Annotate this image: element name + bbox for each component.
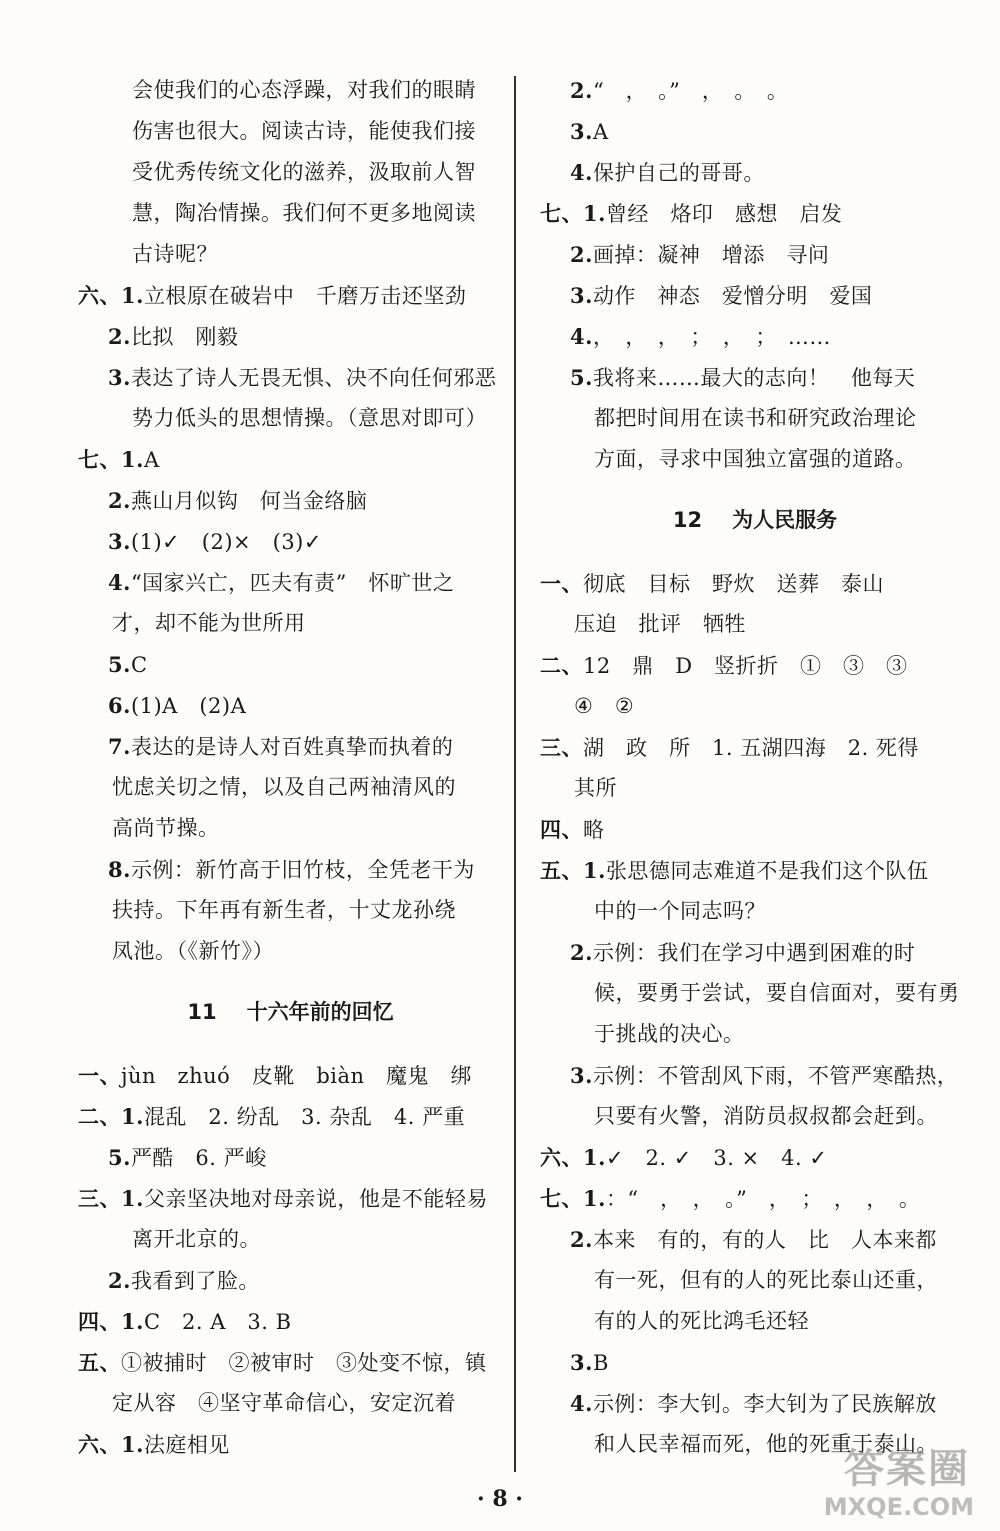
question-label: 三、1. <box>78 1186 144 1211</box>
question-label: 6. <box>108 693 131 718</box>
answer-line <box>540 1219 970 1260</box>
question-label: 一、 <box>540 571 583 596</box>
answer-line <box>540 1178 970 1219</box>
answer-line <box>540 727 970 768</box>
answer-text: jùn zhuó 皮靴 biàn 魔鬼 绑 <box>121 1064 473 1088</box>
answer-text: C 2. A 3. B <box>143 1310 292 1334</box>
answer-line <box>540 1096 970 1137</box>
answer-line <box>78 111 503 152</box>
answer-text: 画掉：凝神 增添 寻问 <box>592 243 830 267</box>
answer-line <box>78 234 503 275</box>
answer-text: B <box>592 1351 609 1375</box>
answer-line <box>78 644 503 685</box>
answer-line <box>540 809 970 850</box>
question-label: 4. <box>570 160 593 185</box>
answer-line <box>540 111 970 152</box>
left-answer-lines-lesson-11 <box>78 1055 503 1465</box>
answer-text: 湖 政 所 1. 五湖四海 2. 死得 <box>583 736 919 760</box>
answer-line <box>78 521 503 562</box>
question-label: 二、 <box>540 653 583 678</box>
answer-text: 中的一个同志吗？ <box>594 899 766 923</box>
answer-line <box>540 850 970 891</box>
question-label: 二、1. <box>78 1104 144 1129</box>
question-label: 六、1. <box>78 1432 144 1457</box>
answer-text: 会使我们的心态浮躁，对我们的眼睛 <box>132 78 476 102</box>
question-label: 4. <box>570 1391 593 1416</box>
answer-text: A <box>143 448 160 472</box>
answer-line <box>540 1260 970 1301</box>
answer-line <box>540 439 970 480</box>
answer-text: 都把时间用在读书和研究政治理论 <box>594 406 917 430</box>
lesson-number: 11 <box>187 1000 217 1024</box>
left-answer-lines <box>78 70 503 972</box>
answer-text: A <box>592 120 609 144</box>
answer-line <box>78 603 503 644</box>
question-label: 2. <box>108 324 131 349</box>
question-label: 7. <box>108 734 131 759</box>
answer-line <box>540 1383 970 1424</box>
lesson-title: 十六年前的回忆 <box>246 1000 394 1024</box>
question-label: 3. <box>108 529 131 554</box>
answer-text: 受优秀传统文化的滋养，汲取前人智 <box>132 160 476 184</box>
answer-line <box>78 767 503 808</box>
answer-text: 比拟 刚毅 <box>130 325 239 349</box>
answer-text: (1)✓ (2)× (3)✓ <box>130 530 322 554</box>
question-label: 5. <box>570 365 593 390</box>
question-label: 8. <box>108 857 131 882</box>
answer-text: 表达了诗人无畏无惧、决不向任何邪恶 <box>130 366 497 390</box>
answer-line <box>78 1301 503 1342</box>
answer-line <box>78 1137 503 1178</box>
answer-line <box>78 70 503 111</box>
page-number: · 8 · <box>477 1486 523 1512</box>
question-label: 一、 <box>78 1063 121 1088</box>
right-column <box>540 70 970 1465</box>
answer-text: 示例：李大钊。李大钊为了民族解放 <box>592 1392 937 1416</box>
answer-line <box>78 1260 503 1301</box>
question-label: 3. <box>570 119 593 144</box>
answer-line <box>540 932 970 973</box>
answer-line <box>78 808 503 849</box>
question-label: 四、 <box>540 817 583 842</box>
question-label: 七、1. <box>540 201 606 226</box>
answer-line <box>78 152 503 193</box>
answer-text: 凤池。（《新竹》） <box>112 939 274 963</box>
question-label: 2. <box>570 78 593 103</box>
answer-text: 立根原在破岩中 千磨万击还坚劲 <box>143 284 467 308</box>
question-label: 3. <box>570 1350 593 1375</box>
answer-text: 伤害也很大。阅读古诗，能使我们接 <box>132 119 476 143</box>
answer-text: 有的人的死比鸿毛还轻 <box>594 1309 809 1333</box>
answer-line <box>540 1055 970 1096</box>
answer-text: 严酷 6. 严峻 <box>130 1146 267 1170</box>
question-label: 七、1. <box>540 1186 606 1211</box>
answer-text: 离开北京的。 <box>132 1227 261 1251</box>
question-label: 4. <box>108 570 131 595</box>
answer-text: 略 <box>583 818 605 842</box>
answer-text: “国家兴亡，匹夫有责” 怀旷世之 <box>130 571 455 595</box>
answer-line <box>540 563 970 604</box>
answer-text: 于挑战的决心。 <box>594 1022 745 1046</box>
question-label: 3. <box>570 283 593 308</box>
answer-text: ， ， ， ； ， ； …… <box>592 325 831 349</box>
answer-text: 曾经 烙印 感想 启发 <box>605 202 843 226</box>
answer-text: 我将来……最大的志向！ 他每天 <box>592 366 916 390</box>
question-label: 2. <box>570 242 593 267</box>
answer-line <box>540 275 970 316</box>
answer-line <box>78 1424 503 1465</box>
answer-text: 古诗呢？ <box>132 242 218 266</box>
question-label: 2. <box>108 488 131 513</box>
answer-line <box>78 439 503 480</box>
answer-text: 保护自己的哥哥。 <box>592 161 765 185</box>
answer-text: 示例：新竹高于旧竹枝，全凭老干为 <box>130 858 475 882</box>
answer-text: ：“ ， ， 。” ， ； ， ， 。 <box>605 1187 921 1211</box>
answer-text: ①被捕时 ②被审时 ③处变不惊，镇 <box>121 1351 487 1375</box>
lesson-heading-11 <box>78 992 503 1033</box>
question-label: 5. <box>108 1145 131 1170</box>
answer-line <box>78 1055 503 1096</box>
answer-line <box>78 275 503 316</box>
answer-line <box>78 1219 503 1260</box>
answer-text: 本来 有的，有的人 比 人本来都 <box>592 1228 937 1252</box>
answer-line <box>78 1096 503 1137</box>
right-answer-lines-lesson-12 <box>540 563 970 1465</box>
answer-line <box>540 1137 970 1178</box>
question-label: 三、 <box>540 735 583 760</box>
answer-text: 彻底 目标 野炊 送葬 泰山 <box>583 572 884 596</box>
answer-line <box>78 357 503 398</box>
answer-text: 混乱 2. 纷乱 3. 杂乱 4. 严重 <box>143 1105 466 1129</box>
answer-text: 我看到了脸。 <box>130 1269 260 1293</box>
answer-text: 才，却不能为世所用 <box>112 611 306 635</box>
answer-line <box>78 849 503 890</box>
answer-text: 有一死，但有的人的死比泰山还重， <box>594 1268 938 1292</box>
answer-text: 高尚节操。 <box>112 816 220 840</box>
answer-text: 扶持。下年再有新生者，十丈龙孙绕 <box>112 898 456 922</box>
answer-line <box>540 316 970 357</box>
answer-text: 动作 神态 爱憎分明 爱国 <box>592 284 873 308</box>
answer-line <box>540 1301 970 1342</box>
watermark-logo-text: 答案圈 <box>844 1446 970 1492</box>
answer-text: “ ， 。” ， 。 。 <box>592 79 789 103</box>
answer-line <box>540 686 970 727</box>
right-answer-lines <box>540 70 970 480</box>
answer-text: 方面，寻求中国独立富强的道路。 <box>594 447 917 471</box>
answer-text: 表达的是诗人对百姓真挚而执着的 <box>130 735 454 759</box>
question-label: 3. <box>570 1063 593 1088</box>
answer-text: 其所 <box>574 776 617 800</box>
answer-line <box>540 398 970 439</box>
column-divider <box>514 76 516 1472</box>
answer-text: 忧虑关切之情，以及自己两袖清风的 <box>112 775 456 799</box>
left-column <box>78 70 503 1465</box>
answer-text: 只要有火警，消防员叔叔都会赶到。 <box>594 1104 938 1128</box>
answer-text: 压迫 批评 牺牲 <box>574 612 746 636</box>
answer-line <box>540 604 970 645</box>
lesson-title: 为人民服务 <box>732 508 838 532</box>
answer-text: 示例：我们在学习中遇到困难的时 <box>592 941 916 965</box>
answer-line <box>540 357 970 398</box>
answer-text: 定从容 ④坚守革命信心，安定沉着 <box>112 1391 456 1415</box>
answer-text: C <box>130 653 148 677</box>
question-label: 2. <box>570 1227 593 1252</box>
question-label: 七、1. <box>78 447 144 472</box>
answer-line <box>78 562 503 603</box>
question-label: 2. <box>108 1268 131 1293</box>
answer-line <box>78 1383 503 1424</box>
answer-line <box>540 1342 970 1383</box>
lesson-number: 12 <box>672 508 703 532</box>
answer-line <box>78 398 503 439</box>
answer-line <box>540 152 970 193</box>
answer-text: 候，要勇于尝试，要自信面对，要有勇 <box>594 981 960 1005</box>
answer-line <box>78 931 503 972</box>
answer-line <box>540 891 970 932</box>
answer-line <box>540 70 970 111</box>
watermark-url: MXQE.COM <box>823 1493 974 1521</box>
answer-text: 燕山月似钩 何当金络脑 <box>130 489 368 513</box>
answer-text: (1)A (2)A <box>130 694 247 718</box>
answer-line <box>540 645 970 686</box>
lesson-heading-12 <box>540 500 970 541</box>
answer-text: 法庭相见 <box>143 1433 230 1457</box>
question-label: 五、1. <box>540 858 606 883</box>
question-label: 六、1. <box>78 283 144 308</box>
answer-text: ✓ 2. ✓ 3. × 4. ✓ <box>605 1146 828 1170</box>
question-label: 5. <box>108 652 131 677</box>
answer-line <box>540 973 970 1014</box>
answer-line <box>540 768 970 809</box>
answer-text: 张思德同志难道不是我们这个队伍 <box>605 859 929 883</box>
answer-text: 势力低头的思想情操。（意思对即可） <box>132 406 487 430</box>
answer-line <box>540 234 970 275</box>
answer-line <box>78 890 503 931</box>
answer-text: 12 鼎 D 竖折折 ① ③ ③ <box>583 654 908 678</box>
answer-line <box>540 1014 970 1055</box>
answer-text: 示例：不管刮风下雨，不管严寒酷热， <box>592 1064 959 1088</box>
question-label: 四、1. <box>78 1309 144 1334</box>
site-watermark <box>748 1433 978 1525</box>
question-label: 六、1. <box>540 1145 606 1170</box>
answer-line <box>78 685 503 726</box>
answer-text: ④ ② <box>574 694 635 718</box>
answer-line <box>78 726 503 767</box>
answer-line <box>78 316 503 357</box>
answer-line <box>78 1342 503 1383</box>
answer-text: 和人民幸福而死，他的死重于泰山。 <box>594 1432 938 1456</box>
question-label: 4. <box>570 324 593 349</box>
answer-line <box>78 193 503 234</box>
answer-line <box>78 1178 503 1219</box>
question-label: 3. <box>108 365 131 390</box>
answer-line <box>540 193 970 234</box>
answer-text: 父亲坚决地对母亲说，他是不能轻易 <box>143 1187 488 1211</box>
question-label: 五、 <box>78 1350 121 1375</box>
question-label: 2. <box>570 940 593 965</box>
answer-text: 慧，陶冶情操。我们何不更多地阅读 <box>132 201 476 225</box>
answer-line <box>78 480 503 521</box>
